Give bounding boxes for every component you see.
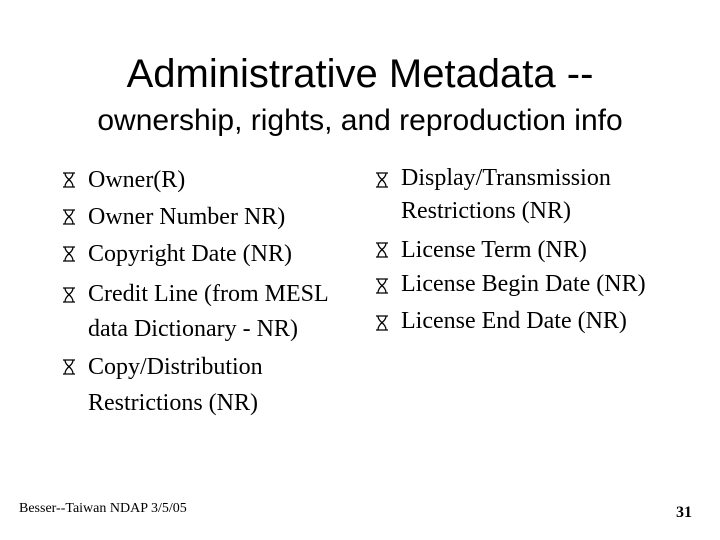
list-item-text: Credit Line (from MESL data Dictionary - NR) xyxy=(88,281,328,342)
list-item-text: Copyright Date (NR) xyxy=(88,241,292,267)
hourglass-bullet-icon xyxy=(60,171,78,189)
list-item-text: Display/Transmission Restrictions (NR) xyxy=(401,165,611,224)
hourglass-bullet-icon xyxy=(373,314,391,332)
list-item xyxy=(373,268,693,300)
list-item-text: Copy/Distribution Restrictions (NR) xyxy=(88,354,263,416)
hourglass-bullet-icon xyxy=(60,245,78,263)
list-item xyxy=(60,277,360,347)
hourglass-bullet-icon xyxy=(373,241,391,259)
hourglass-bullet-icon xyxy=(60,208,78,226)
slide-footer: Besser--Taiwan NDAP 3/5/05 xyxy=(19,501,187,516)
list-item xyxy=(373,162,693,228)
list-item xyxy=(373,232,693,268)
hourglass-bullet-icon xyxy=(373,171,391,189)
list-item-text: Owner(R) xyxy=(88,167,186,193)
list-item-text: Owner Number NR) xyxy=(88,204,286,230)
list-item xyxy=(373,305,693,337)
left-bullet-list xyxy=(60,162,360,421)
slide-subtitle: ownership, rights, and reproduction info xyxy=(97,104,623,137)
list-item-text: License End Date (NR) xyxy=(401,308,627,334)
right-bullet-list xyxy=(373,162,693,337)
hourglass-bullet-icon xyxy=(60,358,78,376)
page-number: 31 xyxy=(676,504,692,521)
list-item-text: License Term (NR) xyxy=(401,237,587,263)
slide-title: Administrative Metadata -- xyxy=(126,52,594,96)
hourglass-bullet-icon xyxy=(60,286,78,304)
list-item xyxy=(60,162,360,199)
list-item-text: License Begin Date (NR) xyxy=(401,271,646,297)
list-item xyxy=(60,349,360,421)
list-item xyxy=(60,199,360,236)
hourglass-bullet-icon xyxy=(373,277,391,295)
list-item xyxy=(60,236,360,273)
